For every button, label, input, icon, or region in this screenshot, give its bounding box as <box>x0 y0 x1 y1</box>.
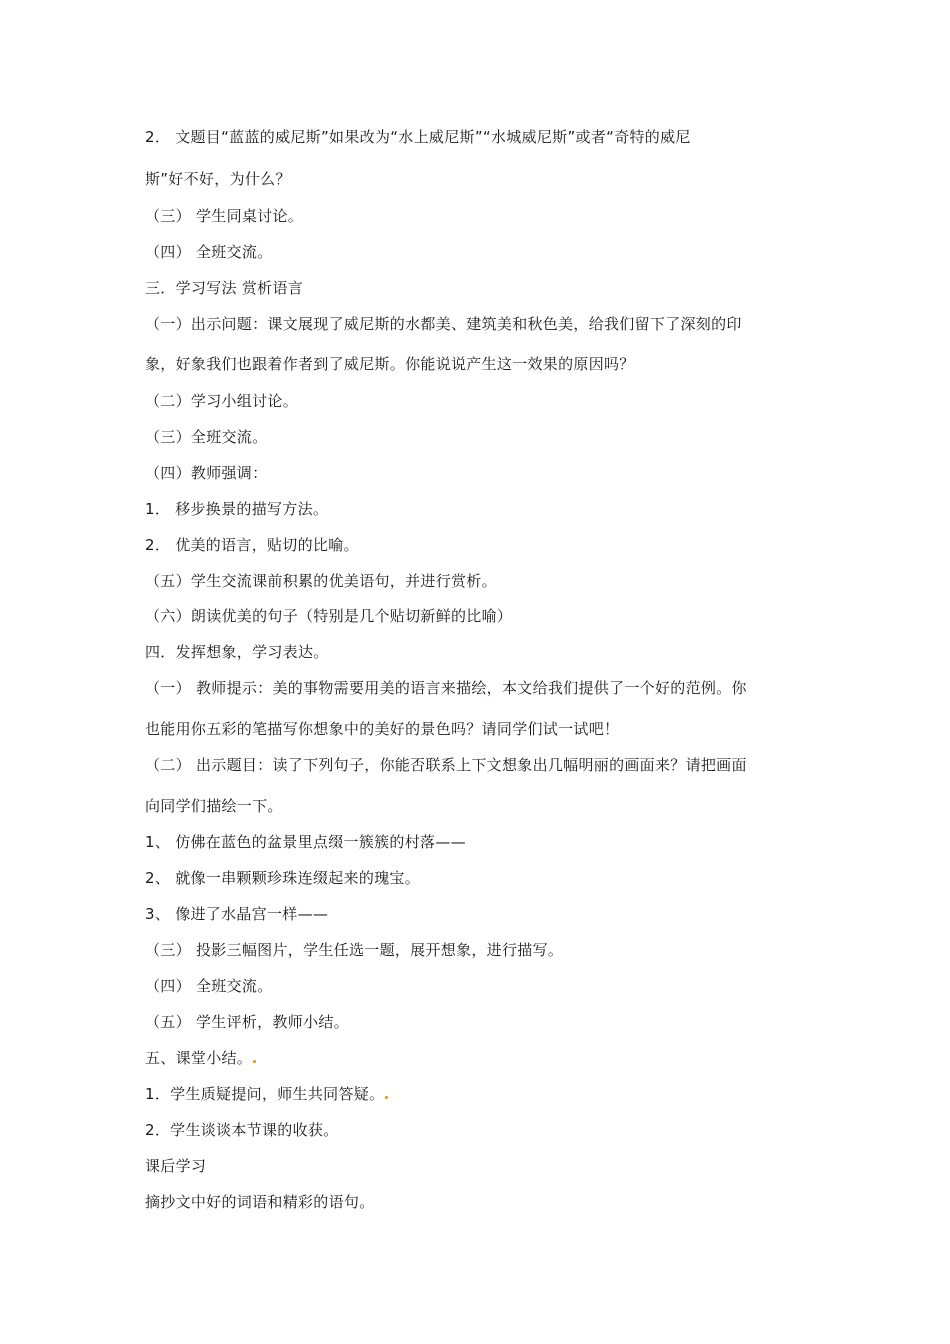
emphasis-item-1: 1． 移步换景的描写方法。 <box>145 500 329 518</box>
section-4-prompt-line-2: 也能用你五彩的笔描写你想象中的美好的景色吗？请同学们试一试吧！ <box>145 720 620 738</box>
section-4-step-5: （五） 学生评析，教师小结。 <box>145 1013 349 1031</box>
step-3-desk-discussion: （三） 学生同桌讨论。 <box>145 207 304 225</box>
section-3-question-line-1: （一）出示问题：课文展现了威尼斯的水都美、建筑美和秋色美，给我们留下了深刻的印 <box>145 315 742 333</box>
section-3-heading: 三．学习写法 赏析语言 <box>145 279 304 297</box>
section-3-question-line-2 <box>145 353 810 375</box>
section-4-task-line-1: （二） 出示题目：读了下列句子，你能否联系上下文想象出几幅明丽的画面来？请把画面 <box>145 756 747 774</box>
question-2-line-2: 斯”好不好，为什么？ <box>145 170 291 188</box>
section-3-teacher-emphasis: （四）教师强调： <box>145 464 268 482</box>
section-3-step-5: （五）学生交流课前积累的优美语句，并进行赏析。 <box>145 572 497 590</box>
section-4-step-3: （三） 投影三幅图片，学生任选一题，展开想象，进行描写。 <box>145 941 564 959</box>
section-4-step-4: （四） 全班交流。 <box>145 977 273 995</box>
homework-task: 摘抄文中好的词语和精彩的语句。 <box>145 1193 375 1211</box>
section-4-task-line-2: 向同学们描绘一下。 <box>145 797 283 815</box>
highlight-dot <box>385 1096 388 1099</box>
sentence-3: 3、 像进了水晶宫一样—— <box>145 905 329 923</box>
summary-item-1-text: 1．学生质疑提问，师生共同答疑。 <box>145 1085 385 1103</box>
section-5-heading-text: 五、课堂小结。 <box>145 1049 253 1067</box>
homework-heading: 课后学习 <box>145 1157 207 1175</box>
sentence-1: 1、 仿佛在蓝色的盆景里点缀一簇簇的村落—— <box>145 833 466 851</box>
section-3-class-exchange: （三）全班交流。 <box>145 428 268 446</box>
section-3-step-6: （六）朗读优美的句子（特别是几个贴切新鲜的比喻） <box>145 607 513 625</box>
emphasis-item-2: 2． 优美的语言，贴切的比喻。 <box>145 536 359 554</box>
highlight-dot <box>253 1060 256 1063</box>
section-5-heading <box>145 1047 810 1069</box>
summary-item-2: 2．学生谈谈本节课的收获。 <box>145 1121 339 1139</box>
question-2-line-1: 2． 文题目“蓝蓝的威尼斯”如果改为“水上威尼斯”“水城威尼斯”或者“奇特的威尼 <box>145 128 691 146</box>
section-3-question-text: 象，好象我们也跟着作者到了威尼斯。你能说说产生这一效果的原因吗？ <box>145 355 635 373</box>
section-4-heading: 四．发挥想象，学习表达。 <box>145 643 329 661</box>
section-3-group-discussion: （二）学习小组讨论。 <box>145 392 299 410</box>
sentence-2: 2、 就像一串颗颗珍珠连缀起来的瑰宝。 <box>145 869 421 887</box>
section-4-prompt-line-1: （一） 教师提示：美的事物需要用美的语言来描绘，本文给我们提供了一个好的范例。你 <box>145 679 747 697</box>
summary-item-1 <box>145 1083 810 1105</box>
step-4-class-exchange: （四） 全班交流。 <box>145 243 273 261</box>
